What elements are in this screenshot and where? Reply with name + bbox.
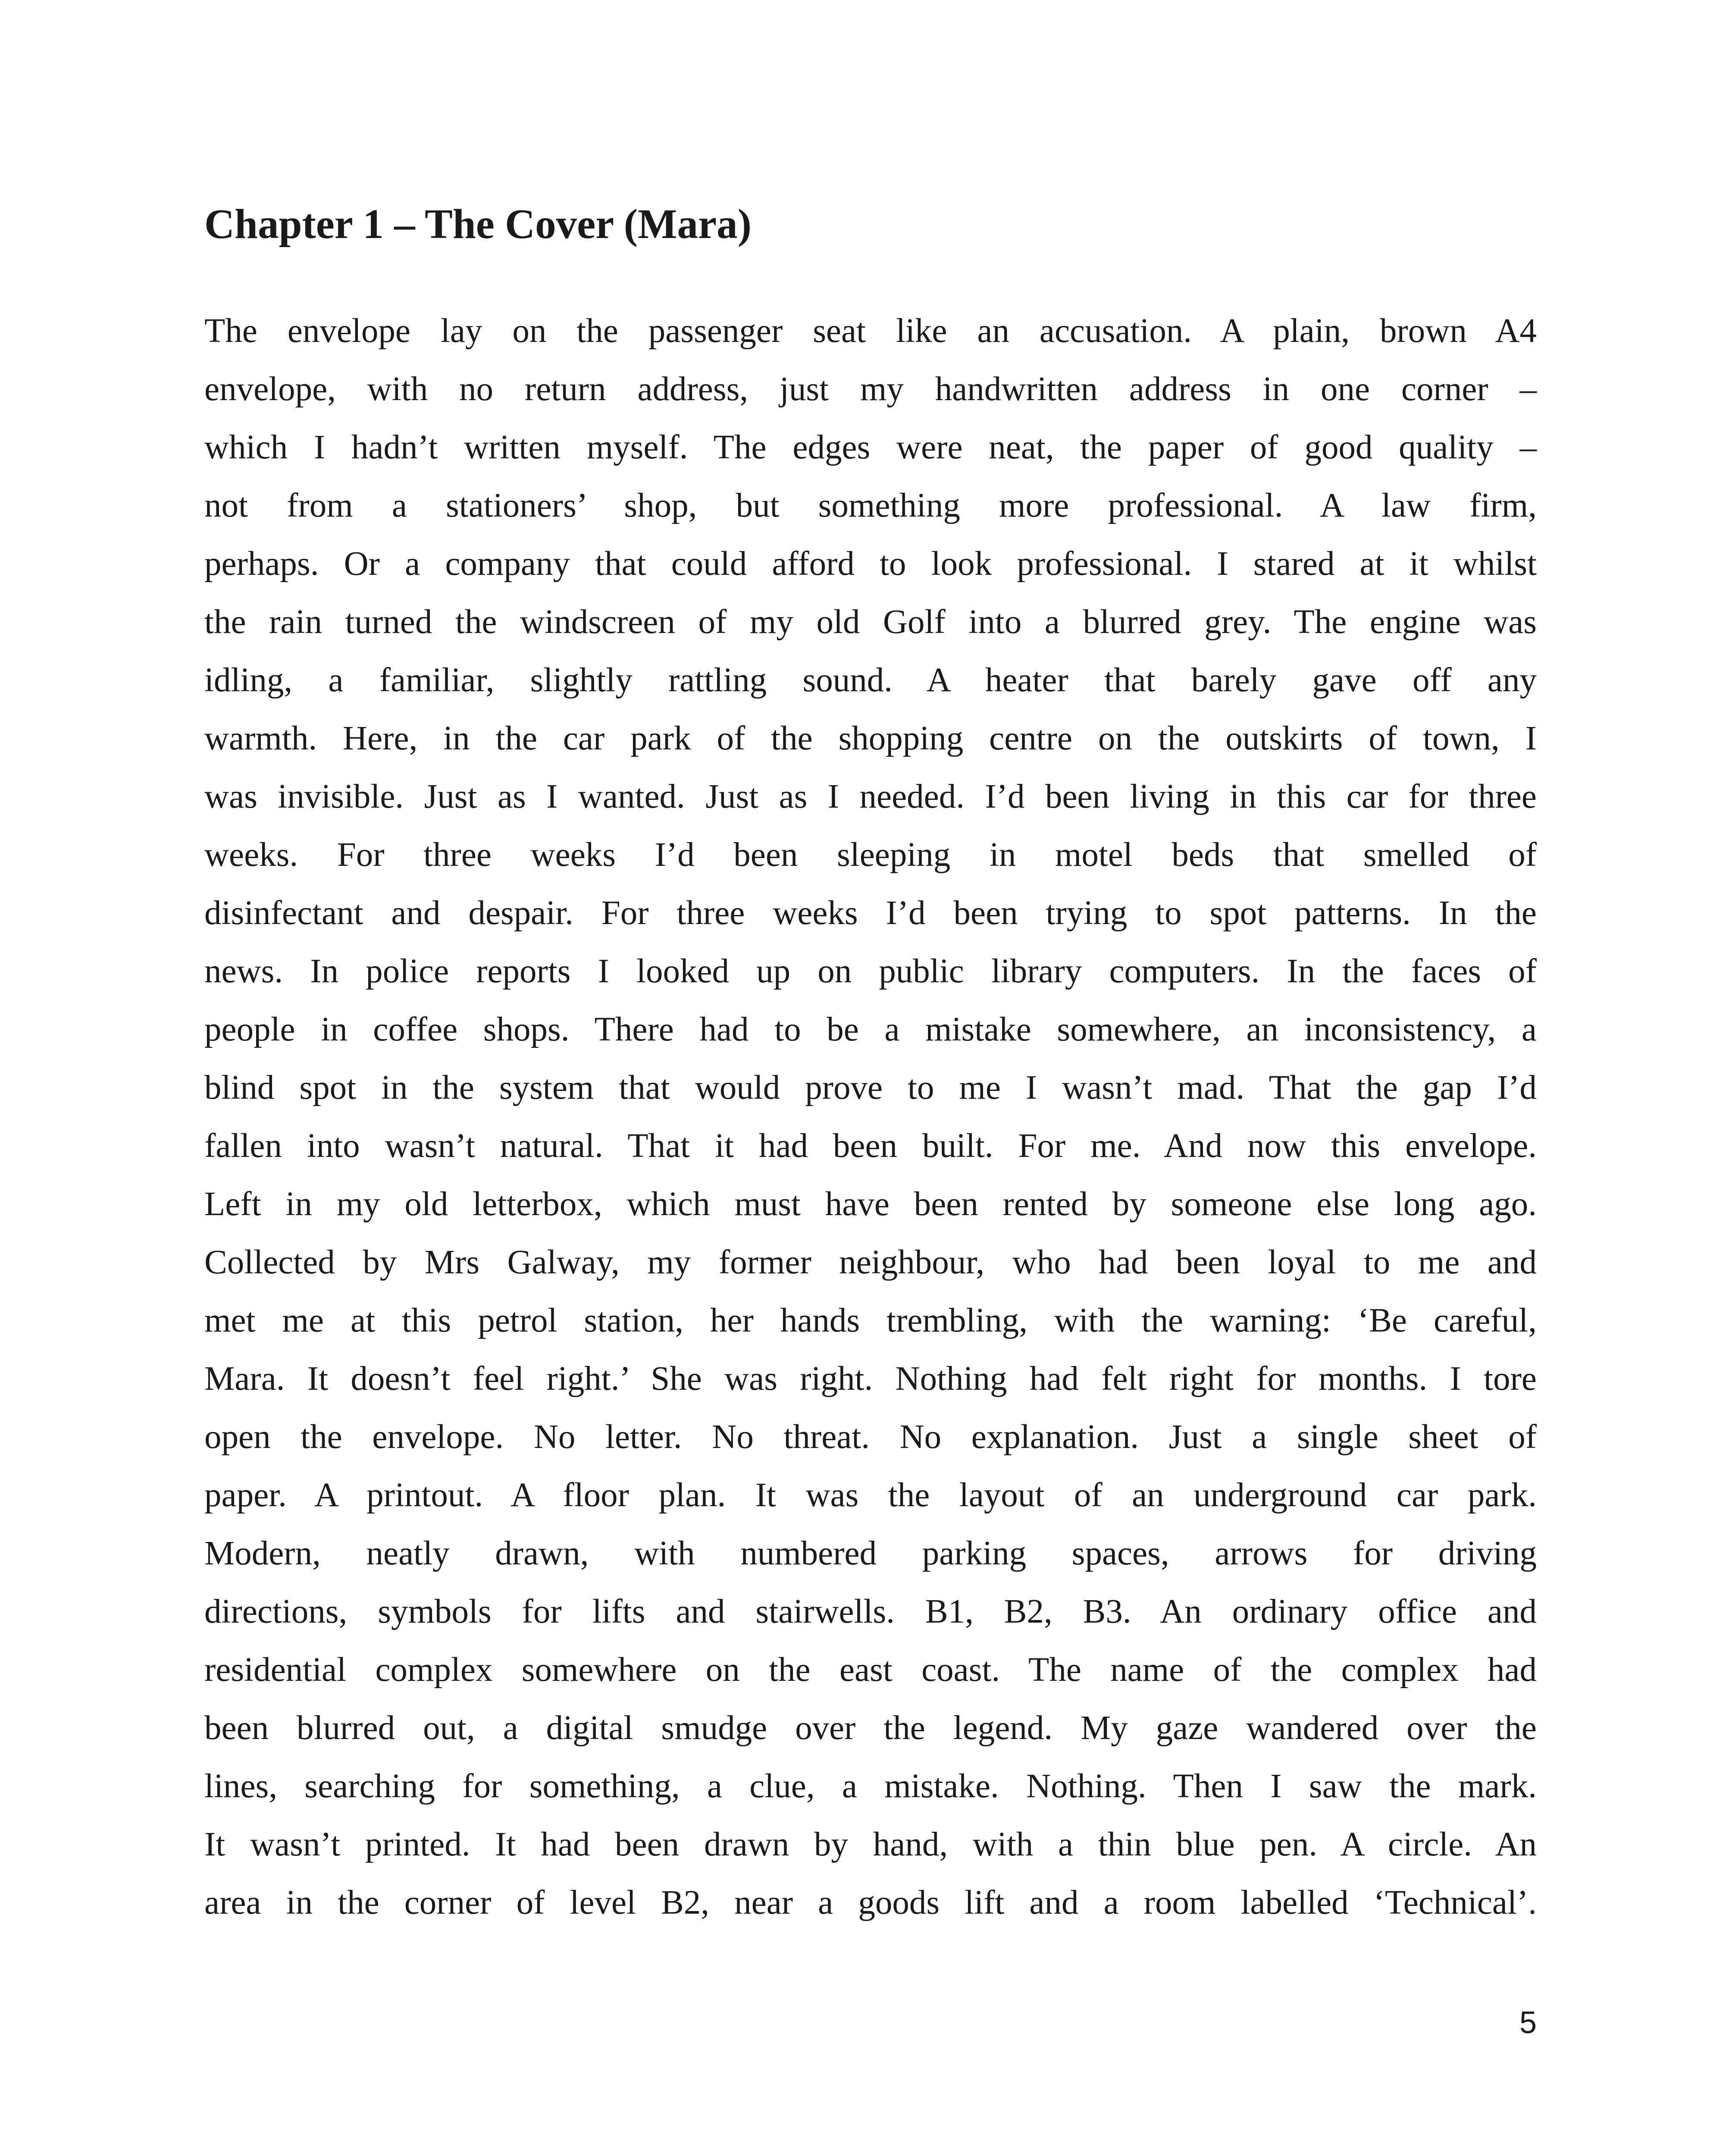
page-number: 5	[1519, 2006, 1537, 2040]
chapter-title: Chapter 1 – The Cover (Mara)	[204, 201, 752, 247]
text-line: news. In police reports I looked up on public library computers. In the faces of	[204, 953, 1537, 990]
text-line: Left in my old letterbox, which must have been rented by someone else long ago.	[204, 1185, 1537, 1223]
chapter-body-text	[204, 302, 1537, 1932]
text-line: been blurred out, a digital smudge over the legend. My gaze wandered over the	[204, 1709, 1537, 1747]
text-line: not from a stationers’ shop, but something more professional. A law firm,	[204, 487, 1537, 524]
text-line: met me at this petrol station, her hands trembling, with the warning: ‘Be careful,	[204, 1302, 1537, 1339]
text-line: weeks. For three weeks I’d been sleeping in motel beds that smelled of	[204, 836, 1537, 874]
text-line: perhaps. Or a company that could afford to look professional. I stared at it whilst	[204, 545, 1537, 583]
text-line: idling, a familiar, slightly rattling sound. A heater that barely gave off any	[204, 661, 1537, 699]
text-line: It wasn’t printed. It had been drawn by hand, with a thin blue pen. A circle. An	[204, 1826, 1537, 1863]
text-line: paper. A printout. A floor plan. It was the layout of an underground car park.	[204, 1476, 1537, 1514]
text-line: area in the corner of level B2, near a goods lift and a room labelled ‘Technical’.	[204, 1884, 1537, 1921]
text-line: was invisible. Just as I wanted. Just as I needed. I’d been living in this car for three	[204, 778, 1537, 815]
text-line: warmth. Here, in the car park of the shopping centre on the outskirts of town, I	[204, 720, 1537, 757]
text-line: the rain turned the windscreen of my old Golf into a blurred grey. The engine was	[204, 603, 1537, 641]
text-line: directions, symbols for lifts and stairwells. B1, B2, B3. An ordinary office and	[204, 1593, 1537, 1630]
text-line: lines, searching for something, a clue, a mistake. Nothing. Then I saw the mark.	[204, 1767, 1537, 1805]
text-line: blind spot in the system that would prove to me I wasn’t mad. That the gap I’d	[204, 1069, 1537, 1106]
text-line: disinfectant and despair. For three weeks I’d been trying to spot patterns. In the	[204, 894, 1537, 932]
text-line: which I hadn’t written myself. The edges were neat, the paper of good quality –	[204, 429, 1537, 466]
text-line: fallen into wasn’t natural. That it had been built. For me. And now this envelope.	[204, 1127, 1537, 1165]
text-line: The envelope lay on the passenger seat like an accusation. A plain, brown A4	[204, 312, 1537, 350]
text-line: Collected by Mrs Galway, my former neighbour, who had been loyal to me and	[204, 1244, 1537, 1281]
text-line: open the envelope. No letter. No threat. No explanation. Just a single sheet of	[204, 1418, 1537, 1456]
text-line: Mara. It doesn’t feel right.’ She was right. Nothing had felt right for months. I tore	[204, 1360, 1537, 1398]
text-line: envelope, with no return address, just my handwritten address in one corner –	[204, 370, 1537, 408]
text-line: people in coffee shops. There had to be a mistake somewhere, an inconsistency, a	[204, 1011, 1537, 1048]
text-line: Modern, neatly drawn, with numbered parking spaces, arrows for driving	[204, 1535, 1537, 1572]
text-line: residential complex somewhere on the east coast. The name of the complex had	[204, 1651, 1537, 1689]
